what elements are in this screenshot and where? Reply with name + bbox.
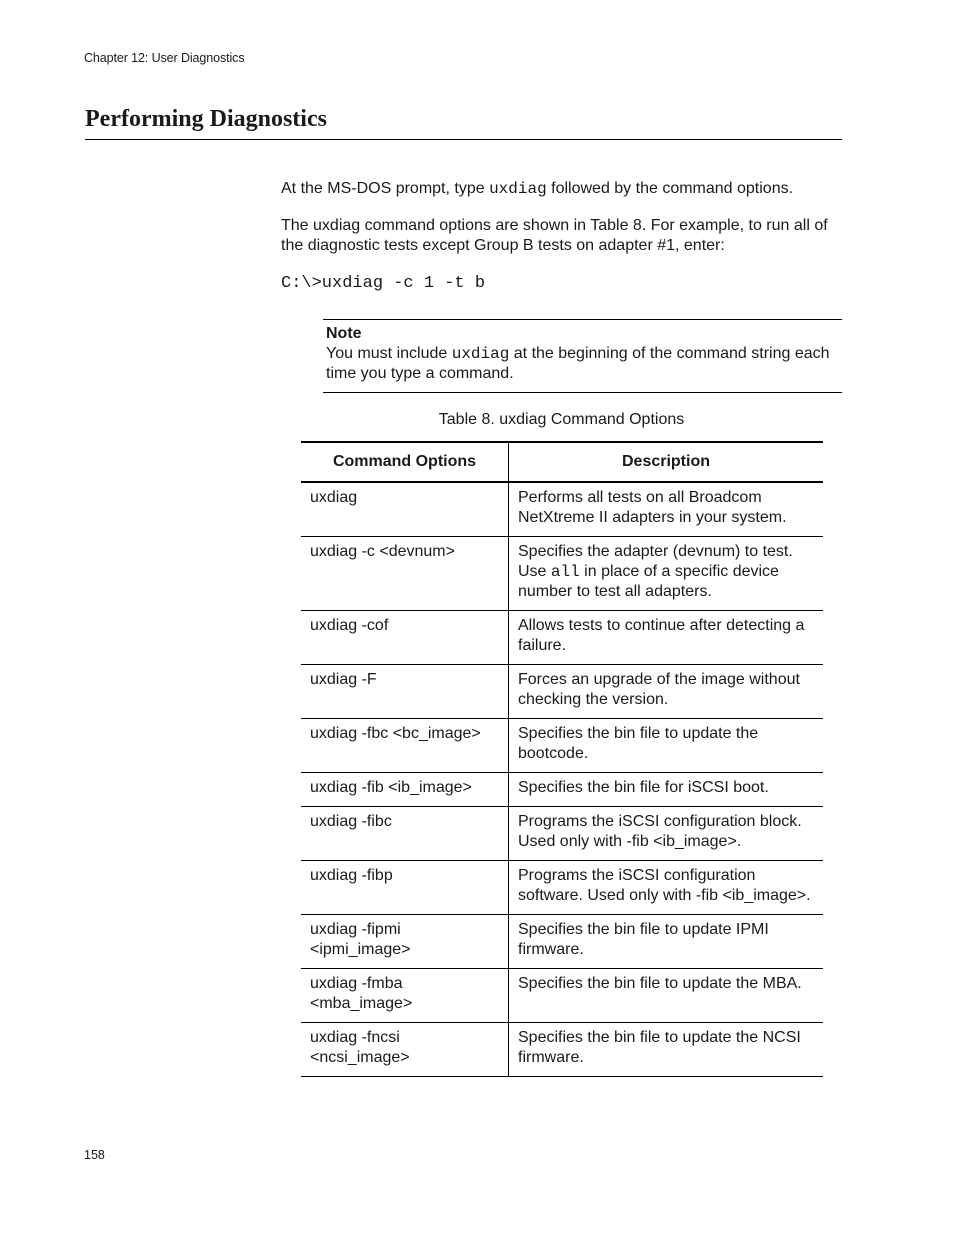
option-cell: uxdiag bbox=[301, 482, 509, 537]
intro-text-before: At the MS-DOS prompt, type bbox=[281, 180, 490, 197]
table-row bbox=[301, 482, 823, 537]
option-cell: uxdiag -c <devnum> bbox=[301, 537, 509, 611]
table-row bbox=[301, 537, 823, 611]
description-code: all bbox=[550, 563, 580, 581]
page-number: 158 bbox=[84, 1148, 105, 1162]
table-row bbox=[301, 1023, 823, 1077]
description-text-before: Specifies the adapter (devnum) to test. Use bbox=[518, 543, 793, 580]
option-cell: uxdiag -fibc bbox=[301, 807, 509, 861]
option-cell: uxdiag -cof bbox=[301, 611, 509, 665]
option-cell: uxdiag -fib <ib_image> bbox=[301, 773, 509, 807]
title-rule bbox=[85, 139, 842, 140]
table-row bbox=[301, 807, 823, 861]
description-cell: Specifies the bin file for iSCSI boot. bbox=[509, 773, 824, 807]
description-cell: Specifies the bin file to update the NCSI firmware. bbox=[509, 1023, 824, 1077]
note-text bbox=[326, 344, 842, 384]
note-code: uxdiag bbox=[451, 345, 510, 363]
description-cell: Forces an upgrade of the image without checking the version. bbox=[509, 665, 824, 719]
description-cell: Programs the iSCSI configuration software. Used only with -fib <ib_image>. bbox=[509, 861, 824, 915]
column-header-description: Description bbox=[509, 442, 824, 482]
table-header-row bbox=[301, 442, 823, 482]
table-row bbox=[301, 861, 823, 915]
example-command: C:\>uxdiag -c 1 -t b bbox=[281, 274, 486, 293]
description-cell: Programs the iSCSI configuration block. Used only with -fib <ib_image>. bbox=[509, 807, 824, 861]
intro-paragraph bbox=[281, 179, 841, 199]
table-row bbox=[301, 915, 823, 969]
description-cell: Performs all tests on all Broadcom NetXtreme II adapters in your system. bbox=[509, 482, 824, 537]
table-row bbox=[301, 719, 823, 773]
description-cell bbox=[509, 537, 824, 611]
example-paragraph: The uxdiag command options are shown in Table 8. For example, to run all of the diagnostic tests except Group B tests on adapter #1, enter: bbox=[281, 217, 828, 254]
running-header: Chapter 12: User Diagnostics bbox=[84, 51, 245, 65]
description-text-after: in place of a specific device number to test all adapters. bbox=[518, 563, 779, 600]
note-text-after: at the beginning of the command string each time you type a command. bbox=[326, 345, 830, 382]
description-cell: Specifies the bin file to update IPMI firmware. bbox=[509, 915, 824, 969]
table-row bbox=[301, 611, 823, 665]
table-row bbox=[301, 665, 823, 719]
note-label: Note bbox=[326, 325, 362, 342]
note-box bbox=[323, 319, 842, 393]
command-options-table bbox=[301, 441, 823, 1077]
description-cell: Specifies the bin file to update the MBA. bbox=[509, 969, 824, 1023]
option-cell: uxdiag -fmba <mba_image> bbox=[301, 969, 509, 1023]
note-text-before: You must include bbox=[326, 345, 452, 362]
description-cell: Allows tests to continue after detecting a failure. bbox=[509, 611, 824, 665]
description-cell: Specifies the bin file to update the bootcode. bbox=[509, 719, 824, 773]
option-cell: uxdiag -fbc <bc_image> bbox=[301, 719, 509, 773]
column-header-options: Command Options bbox=[301, 442, 509, 482]
option-cell: uxdiag -fipmi <ipmi_image> bbox=[301, 915, 509, 969]
intro-code: uxdiag bbox=[489, 180, 547, 198]
option-cell: uxdiag -fncsi <ncsi_image> bbox=[301, 1023, 509, 1077]
option-cell: uxdiag -fibp bbox=[301, 861, 509, 915]
page-title: Performing Diagnostics bbox=[85, 106, 327, 132]
table-row bbox=[301, 969, 823, 1023]
table-row bbox=[301, 773, 823, 807]
option-cell: uxdiag -F bbox=[301, 665, 509, 719]
table-caption: Table 8. uxdiag Command Options bbox=[438, 411, 685, 428]
intro-text-after: followed by the command options. bbox=[546, 180, 794, 197]
